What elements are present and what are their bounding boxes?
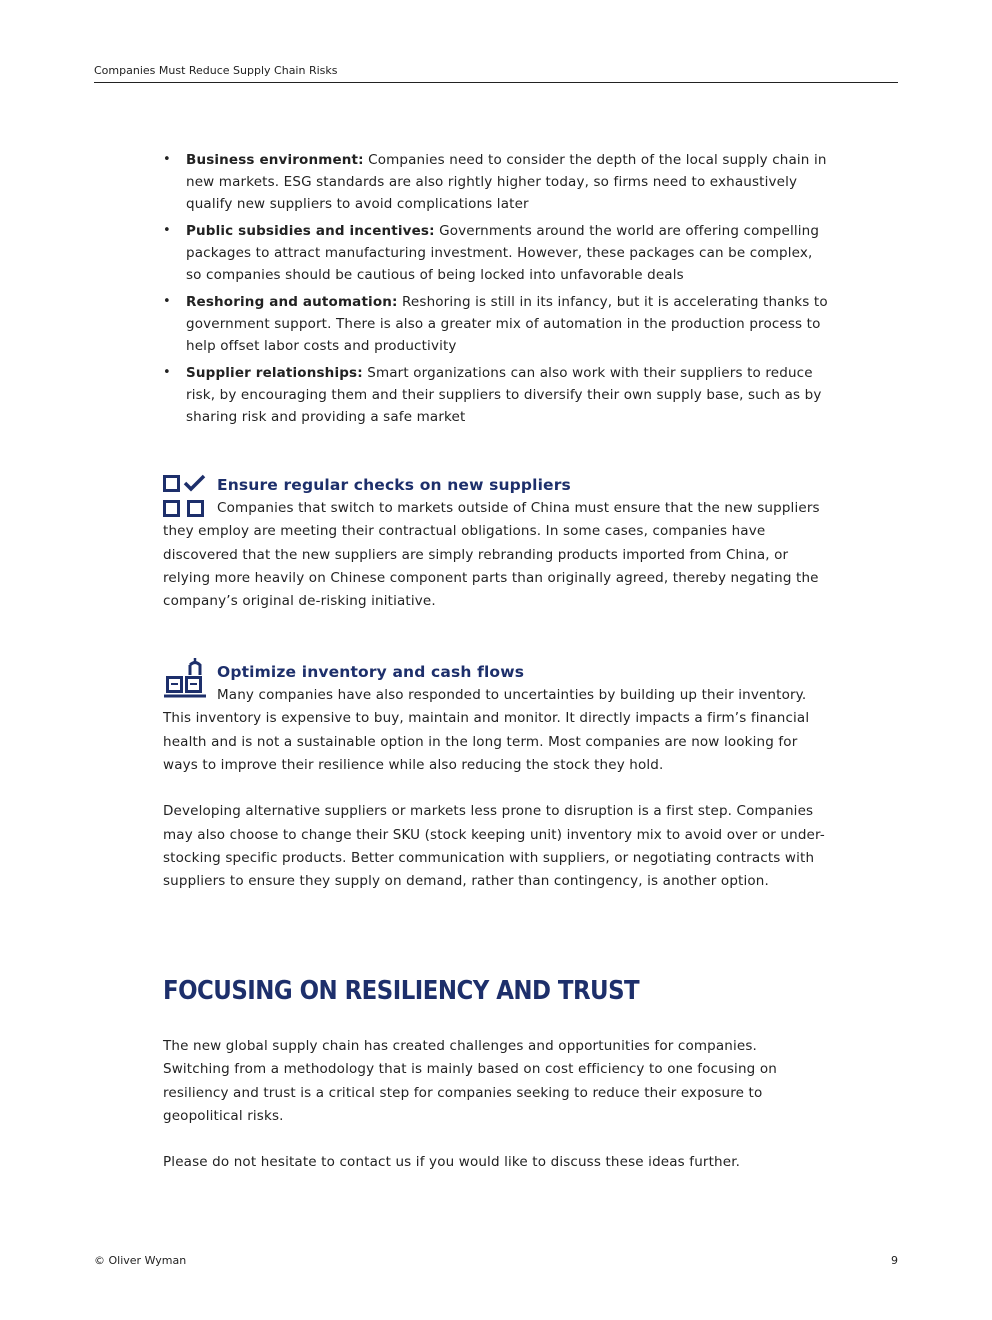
bullet-item <box>163 291 828 357</box>
bullet-label: Public subsidies and incentives: <box>186 223 435 239</box>
section-body: Companies that switch to markets outside of China must ensure that the new suppliers they employ are meeting their contractual obligations. In some cases, companies have discovered that the new suppliers are simply rebranding products imported from China, or relying more heavily on Chinese component parts than originally agreed, thereby negating the company’s original de-risking initiative. <box>163 500 820 610</box>
running-header: Companies Must Reduce Supply Chain Risks <box>94 64 338 77</box>
bullet-label: Reshoring and automation: <box>186 294 398 310</box>
conclusion-text <box>163 1035 823 1198</box>
bullet-text: Companies need to consider the depth of the local supply chain in new markets. ESG standards are also rightly higher today, so firms need to exhaustively qualify new suppliers to avoid complications later <box>186 152 827 212</box>
header-divider <box>94 82 898 83</box>
section-supplier-checks <box>163 473 833 613</box>
copyright: © Oliver Wyman <box>94 1254 187 1267</box>
bullet-marker: • <box>163 294 171 309</box>
section-body: Many companies have also responded to uncertainties by building up their inventory. This inventory is expensive to buy, maintain and monitor. It directly impacts a firm’s financial health and is not a sustainable option in the long term. Most companies are now looking for ways to improve their resilience while also reducing the stock they hold. <box>163 687 810 773</box>
bullet-marker: • <box>163 223 171 238</box>
bullet-item <box>163 362 828 428</box>
inventory-icon <box>163 657 207 711</box>
checklist-icon <box>163 473 207 525</box>
section-title: Optimize inventory and cash flows <box>217 663 525 681</box>
bullet-list <box>163 149 828 433</box>
bullet-text: Governments around the world are offering compelling packages to attract manufacturing investment. However, these packages can be complex, so companies should be cautious of being locked into unfavorable deals <box>186 223 820 283</box>
conclusion-paragraph: The new global supply chain has created challenges and opportunities for companies. Switching from a methodology that is mainly based on cost efficiency to one focusing on resiliency and trust is a critical step for companies seeking to reduce their exposure to geopolitical risks. <box>163 1038 777 1124</box>
page-heading: FOCUSING ON RESILIENCY AND TRUST <box>163 976 640 1006</box>
bullet-label: Supplier relationships: <box>186 365 363 381</box>
section-inventory <box>163 660 833 894</box>
bullet-text: Reshoring is still in its infancy, but it is accelerating thanks to government support. There is also a greater mix of automation in the production process to help offset labor costs and productivity <box>186 294 828 354</box>
section-title: Ensure regular checks on new suppliers <box>217 476 571 494</box>
bullet-item <box>163 149 828 215</box>
contact-paragraph: Please do not hesitate to contact us if you would like to discuss these ideas further. <box>163 1154 741 1171</box>
section-body: Developing alternative suppliers or markets less prone to disruption is a first step. Companies may also choose to change their SKU (stock keeping unit) inventory mix to avoid over or under-stocking specific products. Better communication with suppliers, or negotiating contracts with suppliers to ensure they supply on demand, rather than contingency, is another option. <box>163 803 825 890</box>
bullet-label: Business environment: <box>186 152 364 168</box>
bullet-marker: • <box>163 152 171 167</box>
page-number: 9 <box>891 1254 898 1267</box>
bullet-text: Smart organizations can also work with their suppliers to reduce risk, by encouraging them and their suppliers to diversify their own supply base, such as by sharing risk and providing a safe market <box>186 365 822 425</box>
bullet-marker: • <box>163 365 171 380</box>
bullet-item <box>163 220 828 286</box>
